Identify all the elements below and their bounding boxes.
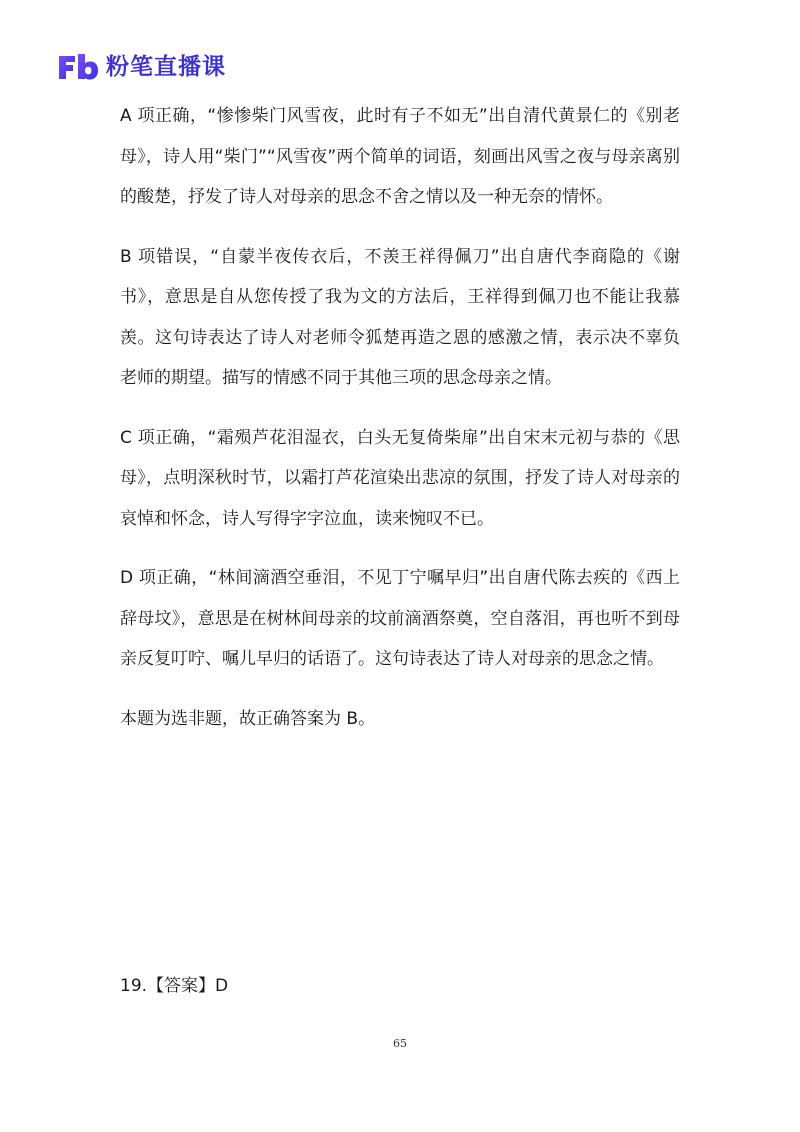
option-b-explanation: B 项错误，“自蒙半夜传衣后，不羡王祥得佩刀”出自唐代李商隐的《谢书》，意思是自从您传授了我为文的方法后，王祥得到佩刀也不能让我慕羡。这句诗表达了诗人对老师令狐楚再造之恩的感激之情，表示决不辜负老师的期望。描写的情感不同于其他三项的思念母亲之情。: [120, 246, 680, 388]
fb-logo-icon: [56, 52, 100, 82]
option-a-explanation: A 项正确，“惨惨柴门风雪夜，此时有子不如无”出自清代黄景仁的《别老母》，诗人用“柴门”“风雪夜”两个简单的词语，刻画出风雪之夜与母亲离别的酸楚，抒发了诗人对母亲的思念不舍之情以及一种无奈的情怀。: [120, 106, 680, 207]
brand-name: 粉笔直播课: [106, 54, 226, 80]
page-number: 65: [393, 1037, 407, 1050]
question-19-answer: 19.【答案】D: [120, 976, 229, 996]
conclusion-text: 本题为选非题，故正确答案为 B。: [120, 708, 376, 729]
option-c-explanation: C 项正确，“霜殒芦花泪湿衣，白头无复倚柴扉”出自宋末元初与恭的《思母》，点明深秋时节，以霜打芦花渲染出悲凉的氛围，抒发了诗人对母亲的哀悼和怀念，诗人写得字字泣血，读来惋叹不已。: [120, 427, 680, 529]
page-header: [56, 50, 226, 84]
answer-explanation: [120, 96, 680, 739]
option-d-explanation: D 项正确，“林间滴酒空垂泪，不见丁宁嘱早归”出自唐代陈去疾的《西上辞母坟》，意思是在树林间母亲的坟前滴酒祭奠，空自落泪，再也听不到母亲反复叮咛、嘱儿早归的话语了。这句诗表达了诗人对母亲的思念之情。: [120, 568, 680, 669]
